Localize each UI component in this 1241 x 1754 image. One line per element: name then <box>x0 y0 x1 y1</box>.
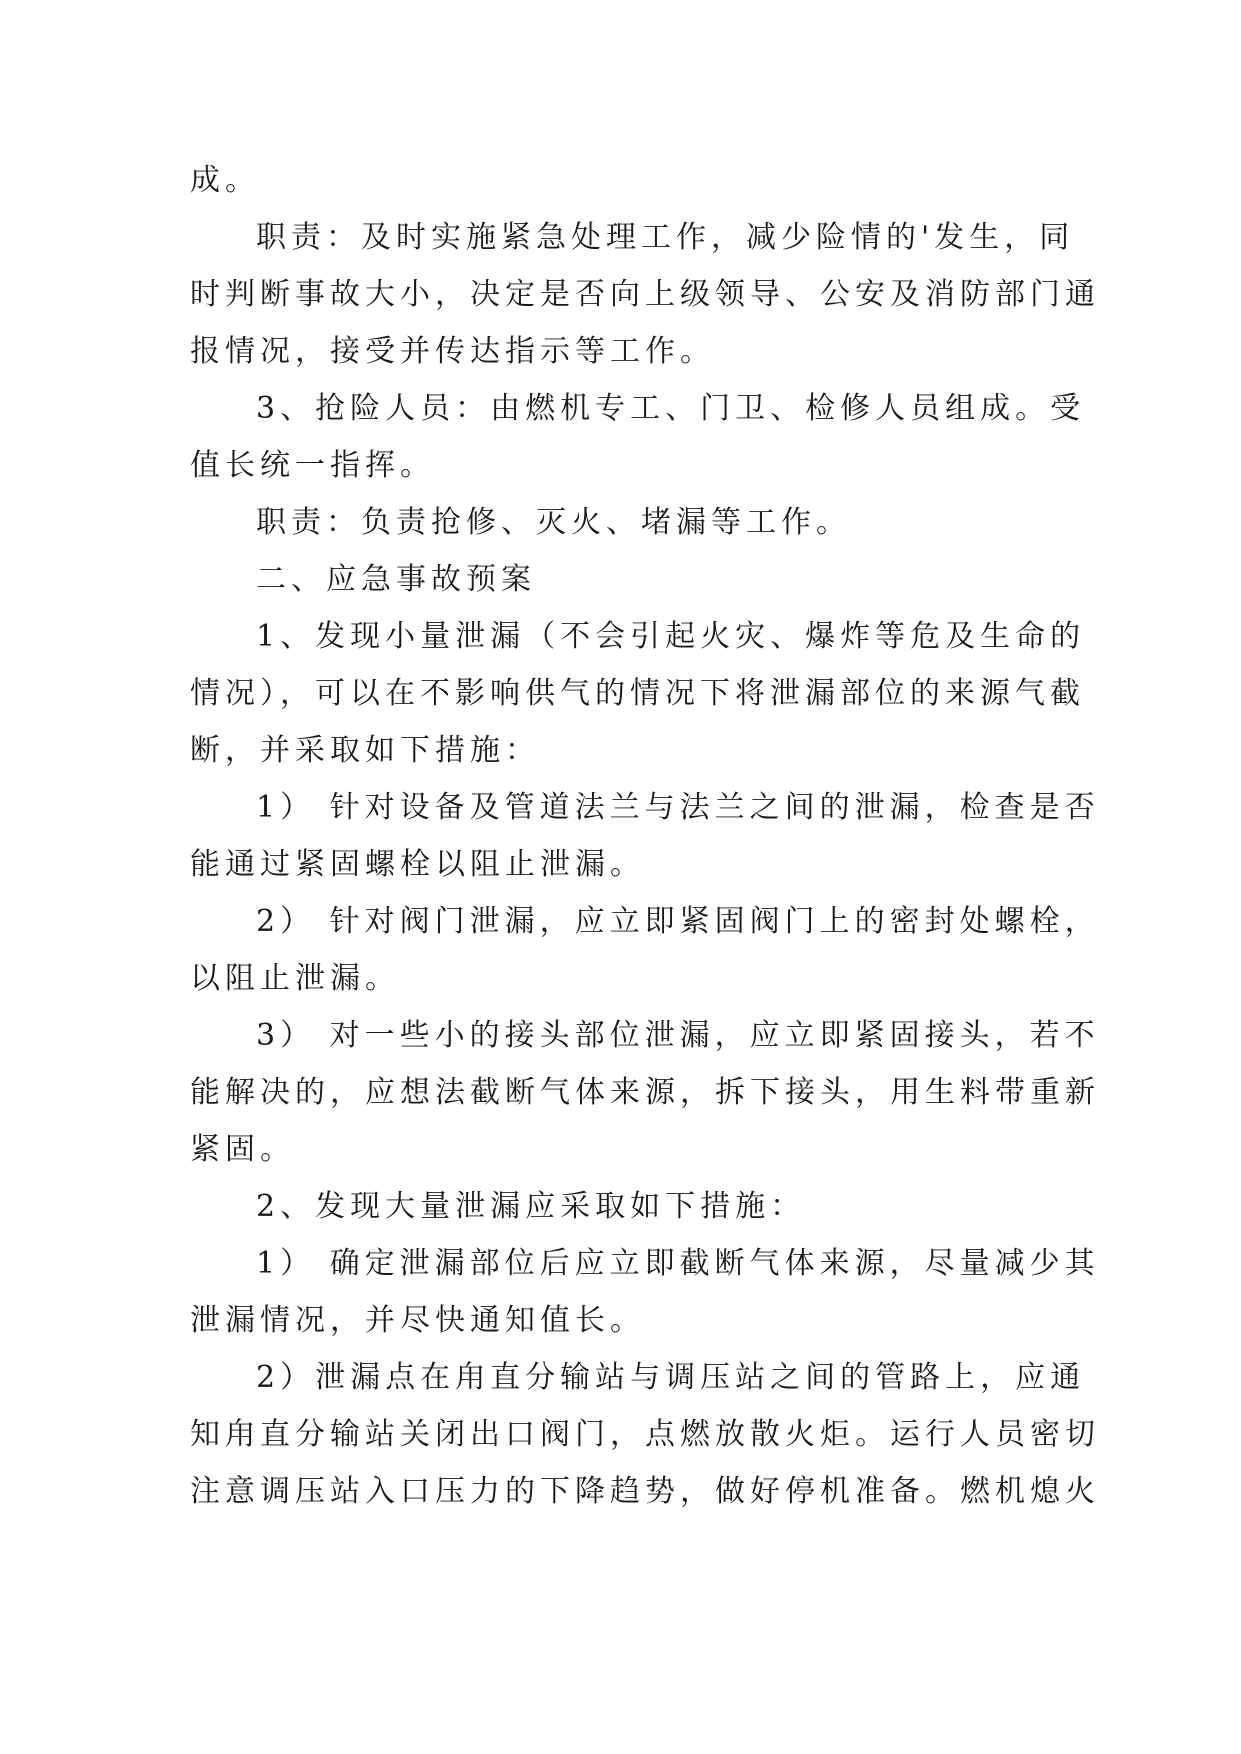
paragraph <box>190 494 1050 551</box>
text-line: 泄漏情况，并尽快通知值长。 <box>190 1303 645 1338</box>
paragraph <box>190 551 1050 608</box>
text-line: 能解决的，应想法截断气体来源，拆下接头，用生料带重新 <box>190 1075 1100 1110</box>
text-line: 报情况，接受并传达指示等工作。 <box>190 334 715 369</box>
paragraph <box>190 209 1100 380</box>
document-page <box>190 152 1100 1520</box>
text-line: 情况），可以在不影响供气的情况下将泄漏部位的来源气截 <box>190 676 1085 711</box>
text-line: 知甪直分输站关闭出口阀门，点燃放散火炬。运行人员密切 <box>190 1417 1100 1452</box>
paragraph <box>190 1235 1100 1349</box>
text-line: 1） 确定泄漏部位后应立即截断气体来源，尽量减少其 <box>256 1246 1100 1281</box>
paragraph <box>190 380 1086 494</box>
text-line: 2） 针对阀门泄漏，应立即紧固阀门上的密封处螺栓， <box>256 904 1100 939</box>
text-line: 时判断事故大小，决定是否向上级领导、公安及消防部门通 <box>190 277 1100 312</box>
text-line: 成。 <box>190 163 260 198</box>
paragraph <box>190 1178 1050 1235</box>
text-line: 能通过紧固螺栓以阻止泄漏。 <box>190 847 645 882</box>
text-line: 3、抢险人员：由燃机专工、门卫、检修人员组成。受 <box>256 391 1086 426</box>
paragraph <box>190 608 1086 779</box>
text-line: 紧固。 <box>190 1132 295 1167</box>
text-line: 1） 针对设备及管道法兰与法兰之间的泄漏，检查是否 <box>256 790 1100 825</box>
text-line: 2、发现大量泄漏应采取如下措施： <box>256 1189 806 1224</box>
text-line: 2）泄漏点在甪直分输站与调压站之间的管路上，应通 <box>256 1360 1086 1395</box>
paragraph <box>190 1007 1100 1178</box>
text-line: 注意调压站入口压力的下降趋势，做好停机准备。燃机熄火 <box>190 1474 1100 1509</box>
text-line: 值长统一指挥。 <box>190 448 435 483</box>
paragraph <box>190 152 1050 209</box>
paragraph <box>190 779 1100 893</box>
text-line: 3） 对一些小的接头部位泄漏，应立即紧固接头，若不 <box>256 1018 1100 1053</box>
text-line: 断，并采取如下措施： <box>190 733 540 768</box>
text-line: 职责：及时实施紧急处理工作，减少险情的'发生，同 <box>256 220 1075 255</box>
text-line: 二、应急事故预案 <box>256 562 536 597</box>
text-line: 职责：负责抢修、灭火、堵漏等工作。 <box>256 505 851 540</box>
text-line: 以阻止泄漏。 <box>190 961 400 996</box>
paragraph <box>190 1349 1100 1520</box>
paragraph <box>190 893 1100 1007</box>
text-line: 1、发现小量泄漏（不会引起火灾、爆炸等危及生命的 <box>256 619 1086 654</box>
